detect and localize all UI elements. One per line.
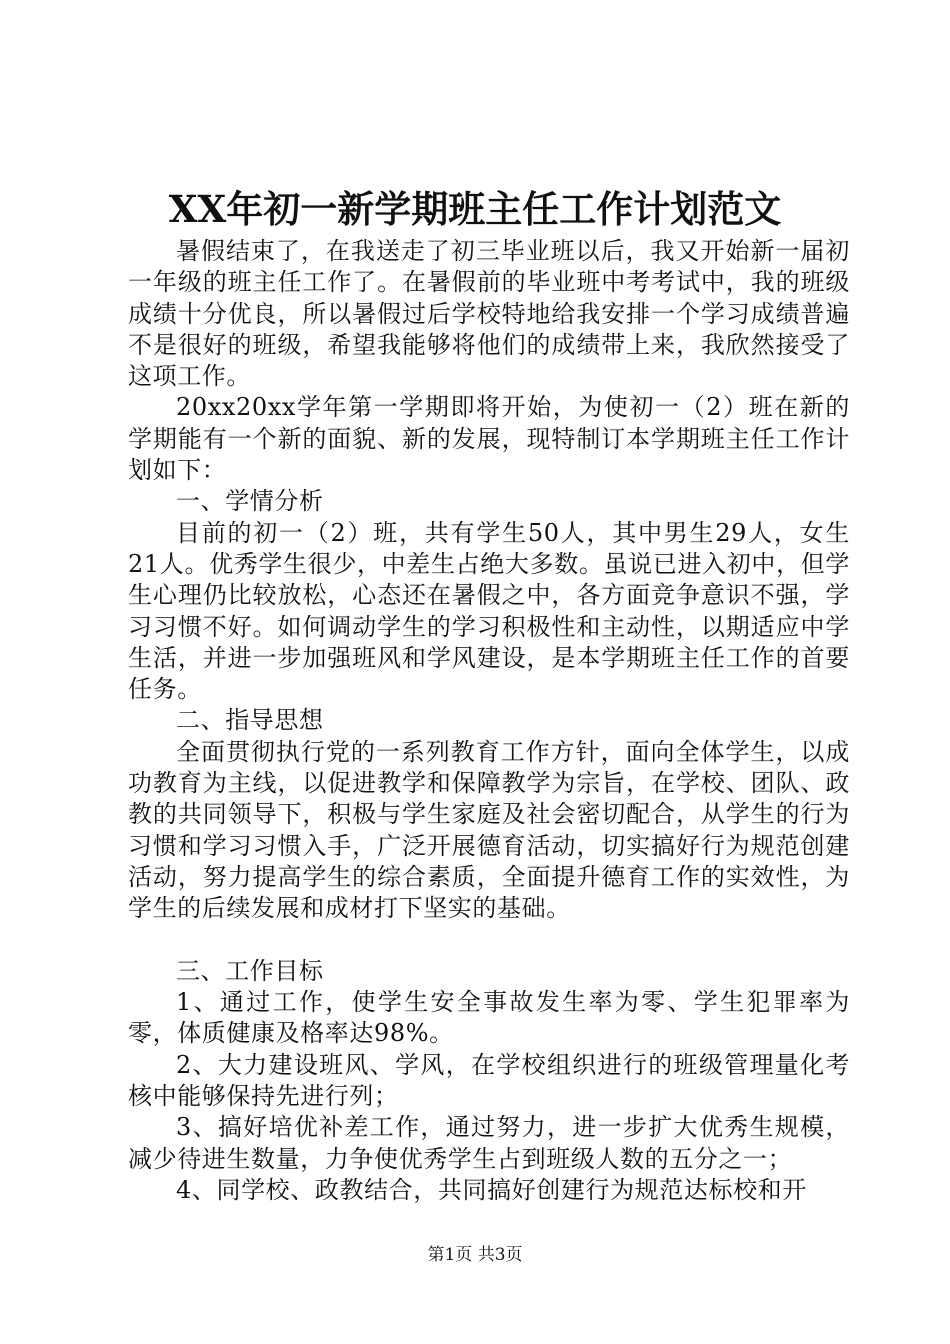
paragraph-intro: 暑假结束了，在我送走了初三毕业班以后，我又开始新一届初一年级的班主任工作了。在暑假前的毕业班中考考试中，我的班级成绩十分优良，所以暑假过后学校特地给我安排一个学习成绩普遍不是很好的班级，希望我能够将他们的成绩带上来，我欣然接受了这项工作。 xyxy=(128,237,850,391)
paragraph-plan-intro: 20xx20xx学年第一学期即将开始，为使初一（2）班在新的学期能有一个新的面貌、新的发展，现特制订本学期班主任工作计划如下： xyxy=(128,393,850,485)
paragraph-guiding-ideas: 全面贯彻执行党的一系列教育工作方针，面向全体学生，以成功教育为主线，以促进教学和保障教学为宗旨，在学校、团队、政教的共同领导下，积极与学生家庭及社会密切配合，从学生的行为习惯和学习习惯入手，广泛开展德育活动，切实搞好行为规范创建活动，努力提高学生的综合素质，全面提升德育工作的实效性，为学生的后续发展和成材打下坚实的基础。 xyxy=(128,737,850,923)
page-number-footer: 第1页 共3页 xyxy=(427,1245,523,1265)
section-heading-goals: 三、工作目标 xyxy=(176,956,324,985)
paragraph-analysis: 目前的初一（2）班，共有学生50人，其中男生29人，女生21人。优秀学生很少，中差生占绝大多数。虽说已进入初中，但学生心理仍比较放松，心态还在暑假之中，各方面竞争意识不强，学习习惯不好。如何调动学生的学习积极性和主动性，以期适应中学生活，并进一步加强班风和学风建设，是本学期班主任工作的首要任务。 xyxy=(128,518,850,704)
document-body xyxy=(128,236,850,1206)
goal-item-1: 1、通过工作，使学生安全事故发生率为零、学生犯罪率为零，体质健康及格率达98%。 xyxy=(128,988,850,1048)
document-title: XX年初一新学期班主任工作计划范文 xyxy=(168,187,782,231)
goal-item-4: 4、同学校、政教结合，共同搞好创建行为规范达标校和开 xyxy=(176,1175,807,1204)
goal-item-3: 3、搞好培优补差工作，通过努力，进一步扩大优秀生规模，减少待进生数量，力争使优秀学生占到班级人数的五分之一； xyxy=(128,1113,850,1173)
paragraph-spacer xyxy=(128,925,850,956)
section-heading-guiding-ideas: 二、指导思想 xyxy=(176,706,324,735)
goal-item-2: 2、大力建设班风、学风，在学校组织进行的班级管理量化考核中能够保持先进行列； xyxy=(128,1050,850,1111)
section-heading-analysis: 一、学情分析 xyxy=(176,487,324,516)
